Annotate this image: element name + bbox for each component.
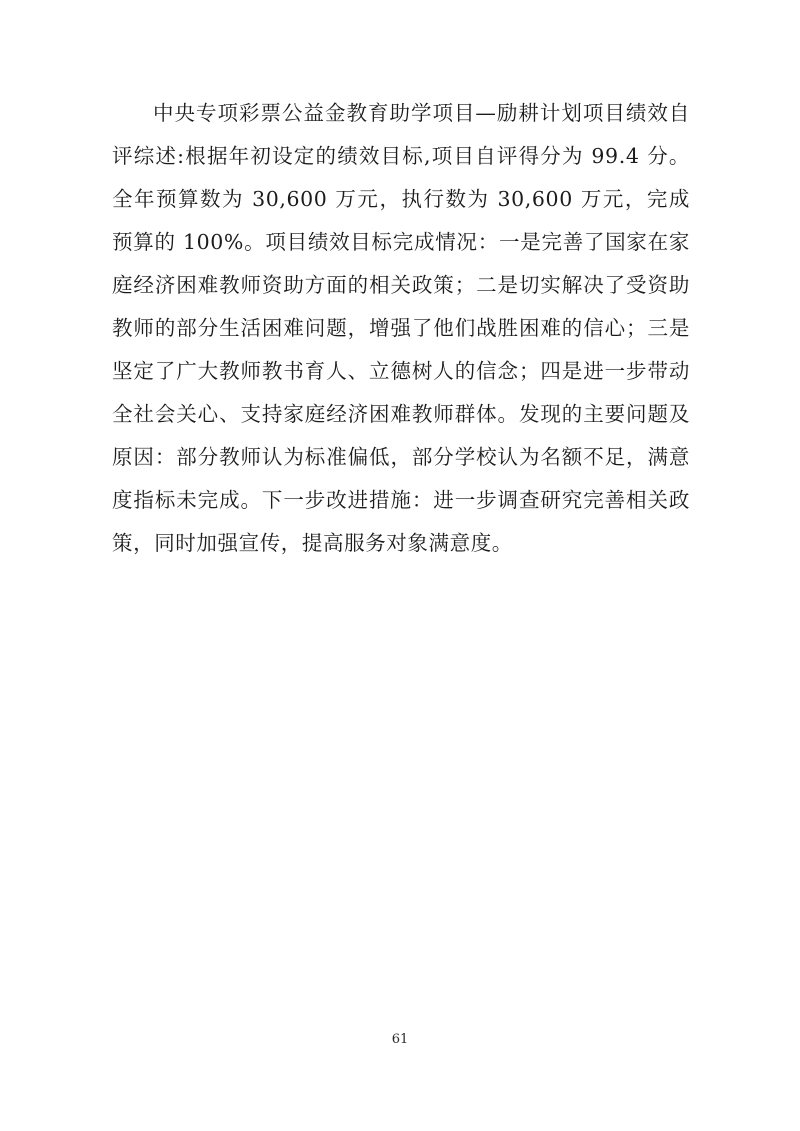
performance-summary-paragraph: 中央专项彩票公益金教育助学项目—励耕计划项目绩效自评综述:根据年初设定的绩效目标,项目自评得分为 99.4 分。全年预算数为 30,600 万元，执行数为 30,600 万元，完成预算的 100%。项目绩效目标完成情况：一是完善了国家在家庭经济困难教师资助方面的相关政策；二是切实解决了受资助教师的部分生活困难问题，增强了他们战胜困难的信心；三是坚定了广大教师教书育人、立德树人的信念；四是进一步带动全社会关心、支持家庭经济困难教师群体。发现的主要问题及原因：部分教师认为标准偏低，部分学校认为名额不足，满意度指标未完成。下一步改进措施：进一步调查研究完善相关政策，同时加强宣传，提高服务对象满意度。 (112, 101, 690, 555)
page-number: 61 (391, 1032, 409, 1047)
document-body (112, 92, 690, 565)
